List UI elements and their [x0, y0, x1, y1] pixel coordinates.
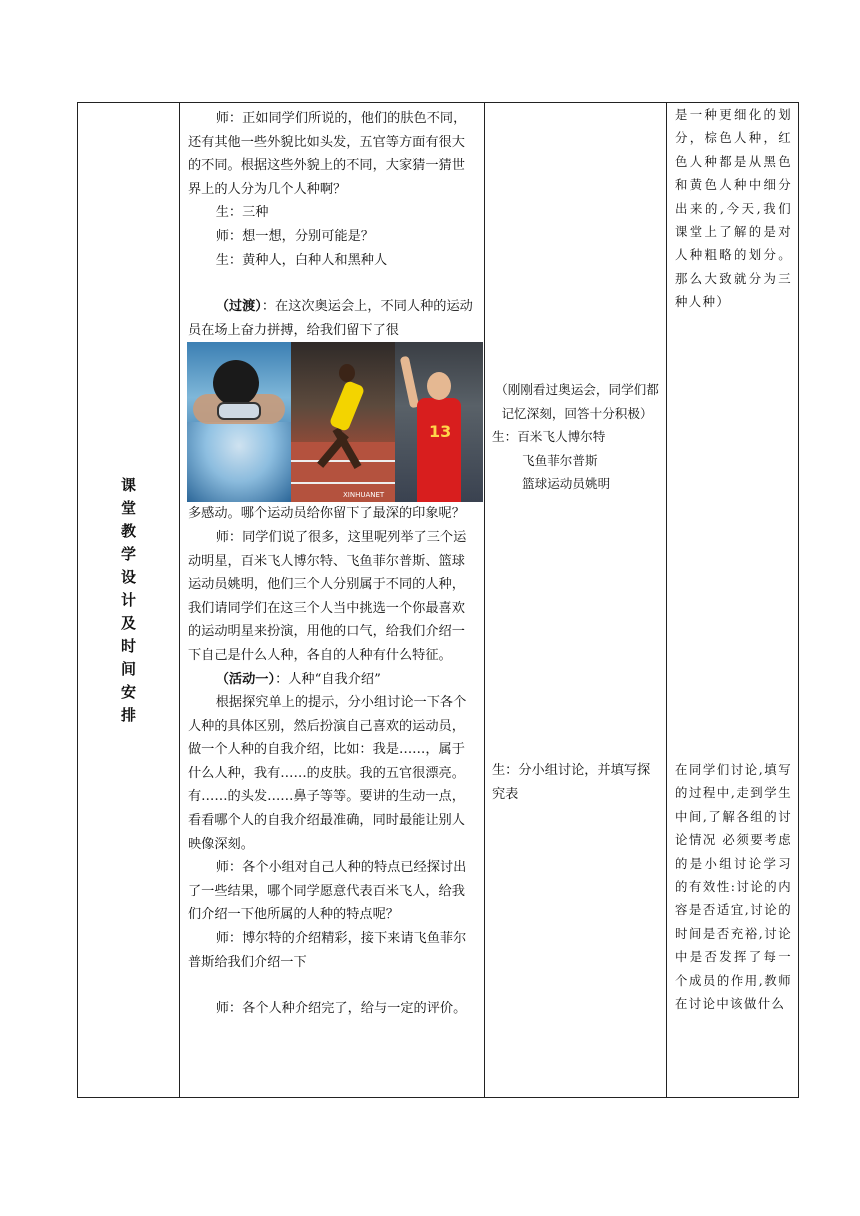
transition-label: （过渡） — [215, 299, 262, 315]
student-answer: 飞鱼菲尔普斯 — [522, 452, 598, 468]
teacher-paragraph: 师：博尔特的介绍精彩，接下来请飞鱼菲尔普斯给我们介绍一下 — [188, 931, 467, 970]
section-title-cell — [78, 103, 180, 1098]
student-answer: 生：黄种人，白种人和黑种人 — [215, 252, 388, 268]
design-note: 在同学们讨论,填写的过程中,走到学生中间,了解各组的讨论情况 必须要考虑的是小组讨论学习的有效性:讨论的内容是否适宜,讨论的时间是否充裕,讨论中是否发挥了每一个成员的作用,教师在讨论中该做什么 — [675, 762, 792, 1012]
student-answer: 生：三种 — [215, 205, 269, 221]
student-answer: 生：百米飞人博尔特 — [492, 429, 606, 445]
student-answer: 篮球运动员姚明 — [522, 476, 611, 492]
activity-label: （活动一） — [215, 671, 276, 687]
design-intent-cell — [667, 103, 799, 1098]
jersey-number: 13 — [429, 422, 452, 442]
lesson-plan-table — [77, 102, 799, 1098]
teacher-question: 师：想一想，分别可能是？ — [215, 228, 374, 244]
photo-watermark: XINHUANET — [343, 491, 385, 500]
teacher-paragraph: 师：各个小组对自己人种的特点已经探讨出了一些结果，哪个同学愿意代表百米飞人，给我们介绍一下他所属的人种的特点呢？ — [188, 860, 467, 923]
activity-heading — [188, 668, 478, 692]
teacher-activity-cell — [180, 103, 485, 1098]
section-title: 课堂教学设计及时间安排 — [120, 475, 136, 724]
student-note: 生：分小组讨论，并填写探究表 — [492, 763, 651, 802]
teacher-paragraph: 多感动。哪个运动员给你留下了最深的印象呢？ — [188, 506, 465, 522]
teacher-paragraph: 师：同学们说了很多，这里呢列举了三个运动明星，百米飞人博尔特、飞鱼菲尔普斯、篮球运动员姚明，他们三个人分别属于不同的人种，我们请同学们在这三个人当中挑选一个你最喜欢的运动明星来扮演，用他的口气，给我们介绍一下自己是什么人种，各自的人种有什么特征。 — [188, 529, 467, 663]
swimmer-photo — [187, 342, 291, 502]
activity-text: ：人种“自我介绍” — [275, 671, 381, 687]
teacher-paragraph: 师：各个人种介绍完了，给与一定的评价。 — [215, 1001, 467, 1017]
transition-text: ：在这次奥运会上，不同人种的运动员在场上奋力拼搏，给我们留下了很 — [188, 299, 473, 338]
design-note: 是一种更细化的划分，棕色人种，红色人种都是从黑色和黄色人种中细分出来的,今天,我们课堂上了解的是对人种粗略的划分。那么大致就分为三种人种） — [675, 107, 792, 310]
student-activity-cell — [485, 103, 667, 1098]
sprinter-photo — [291, 342, 395, 502]
basketball-player-photo — [395, 342, 483, 502]
teacher-paragraph: 师：正如同学们所说的，他们的肤色不同，还有其他一些外貌比如头发，五官等方面有很大的不同。根据这些外貌上的不同，大家猜一猜世界上的人分为几个人种啊？ — [188, 111, 467, 197]
athlete-photos — [187, 342, 483, 502]
activity-paragraph: 根据探究单上的提示，分小组讨论一下各个人种的具体区别，然后扮演自己喜欢的运动员，做一个人种的自我介绍，比如：我是……，属于什么人种，我有……的皮肤。我的五官很漂亮。有……的头发……鼻子等等。要讲的生动一点，看看哪个人的自我介绍最准确，同时最能让别人映像深刻。 — [188, 695, 467, 852]
student-note: （刚刚看过奥运会，同学们都记忆深刻，回答十分积极） — [495, 382, 659, 421]
transition-paragraph — [188, 295, 478, 342]
